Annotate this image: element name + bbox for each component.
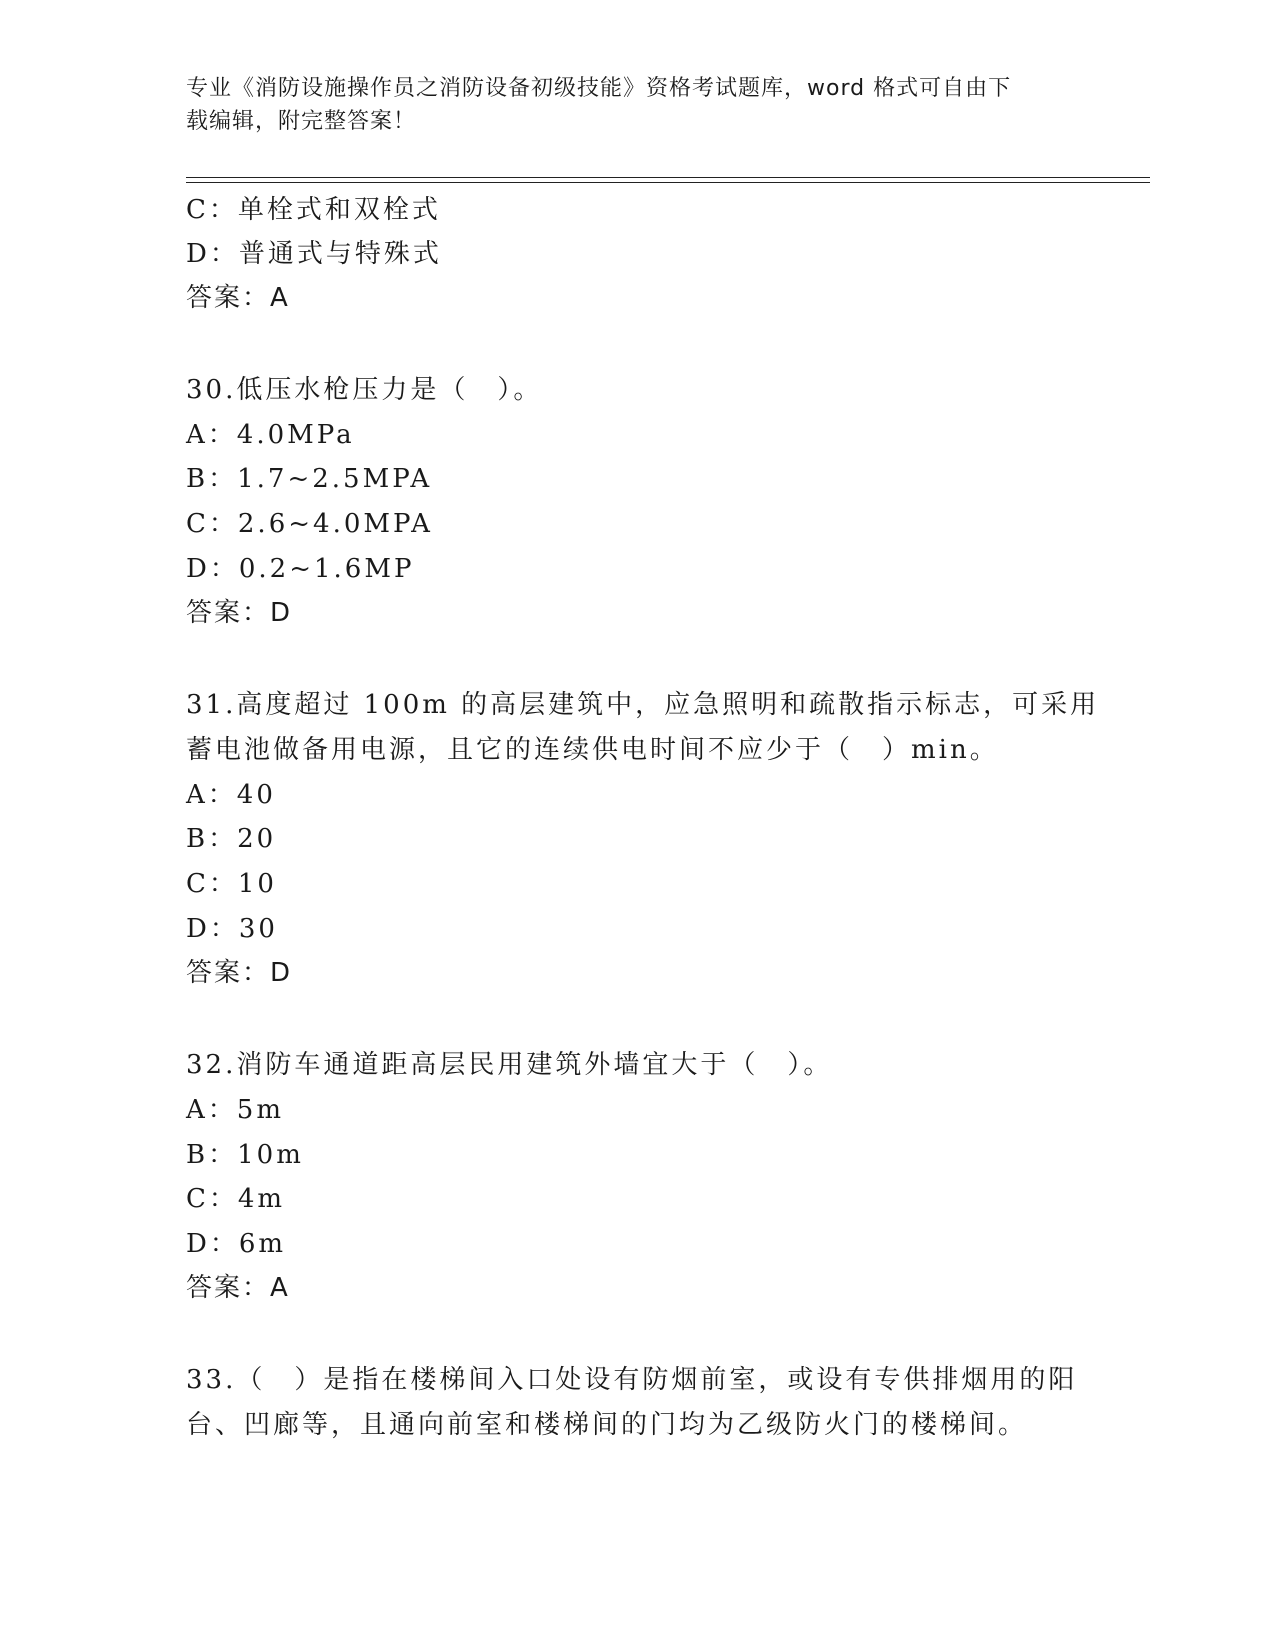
q30-answer: 答案：D bbox=[186, 598, 293, 628]
q31-option-b: B：20 bbox=[186, 824, 277, 854]
q31-stem-line-2: 蓄电池做备用电源，且它的连续供电时间不应少于（ ）min。 bbox=[186, 735, 999, 765]
q29-option-d: D：普通式与特殊式 bbox=[186, 239, 442, 269]
q30-option-d: D：0.2~1.6MP bbox=[186, 554, 415, 584]
q33-stem-line-2: 台、凹廊等，且通向前室和楼梯间的门均为乙级防火门的楼梯间。 bbox=[186, 1410, 1028, 1440]
page-header bbox=[186, 72, 1066, 138]
q32-option-d: D：6m bbox=[186, 1229, 287, 1259]
q29-option-c: C：单栓式和双栓式 bbox=[186, 195, 441, 225]
q32-option-c: C：4m bbox=[186, 1184, 286, 1214]
q32-stem: 32.消防车通道距高层民用建筑外墙宜大于（ ）。 bbox=[186, 1050, 833, 1080]
q30-option-c: C：2.6~4.0MPA bbox=[186, 509, 433, 539]
header-rule-top bbox=[186, 177, 1150, 178]
q31-answer: 答案：D bbox=[186, 958, 293, 988]
q32-option-b: B：10m bbox=[186, 1140, 304, 1170]
q32-option-a: A：5m bbox=[186, 1095, 284, 1125]
q32-answer: 答案：A bbox=[186, 1273, 290, 1303]
q31-option-a: A：40 bbox=[186, 780, 276, 810]
q31-option-d: D：30 bbox=[186, 914, 278, 944]
q29-answer: 答案：A bbox=[186, 283, 290, 313]
q30-stem: 30.低压水枪压力是（ ）。 bbox=[186, 375, 543, 405]
q30-option-b: B：1.7~2.5MPA bbox=[186, 464, 433, 494]
header-line-1: 专业《消防设施操作员之消防设备初级技能》资格考试题库，word 格式可自由下 bbox=[186, 76, 1012, 101]
q30-option-a: A：4.0MPa bbox=[186, 420, 355, 450]
q31-stem-line-1: 31.高度超过 100m 的高层建筑中，应急照明和疏散指示标志，可采用 bbox=[186, 690, 1100, 720]
header-line-2: 载编辑，附完整答案！ bbox=[186, 109, 417, 134]
q31-option-c: C：10 bbox=[186, 869, 277, 899]
q33-stem-line-1: 33.（ ）是指在楼梯间入口处设有防烟前室，或设有专供排烟用的阳 bbox=[186, 1365, 1078, 1395]
header-rule-bottom bbox=[186, 182, 1150, 183]
